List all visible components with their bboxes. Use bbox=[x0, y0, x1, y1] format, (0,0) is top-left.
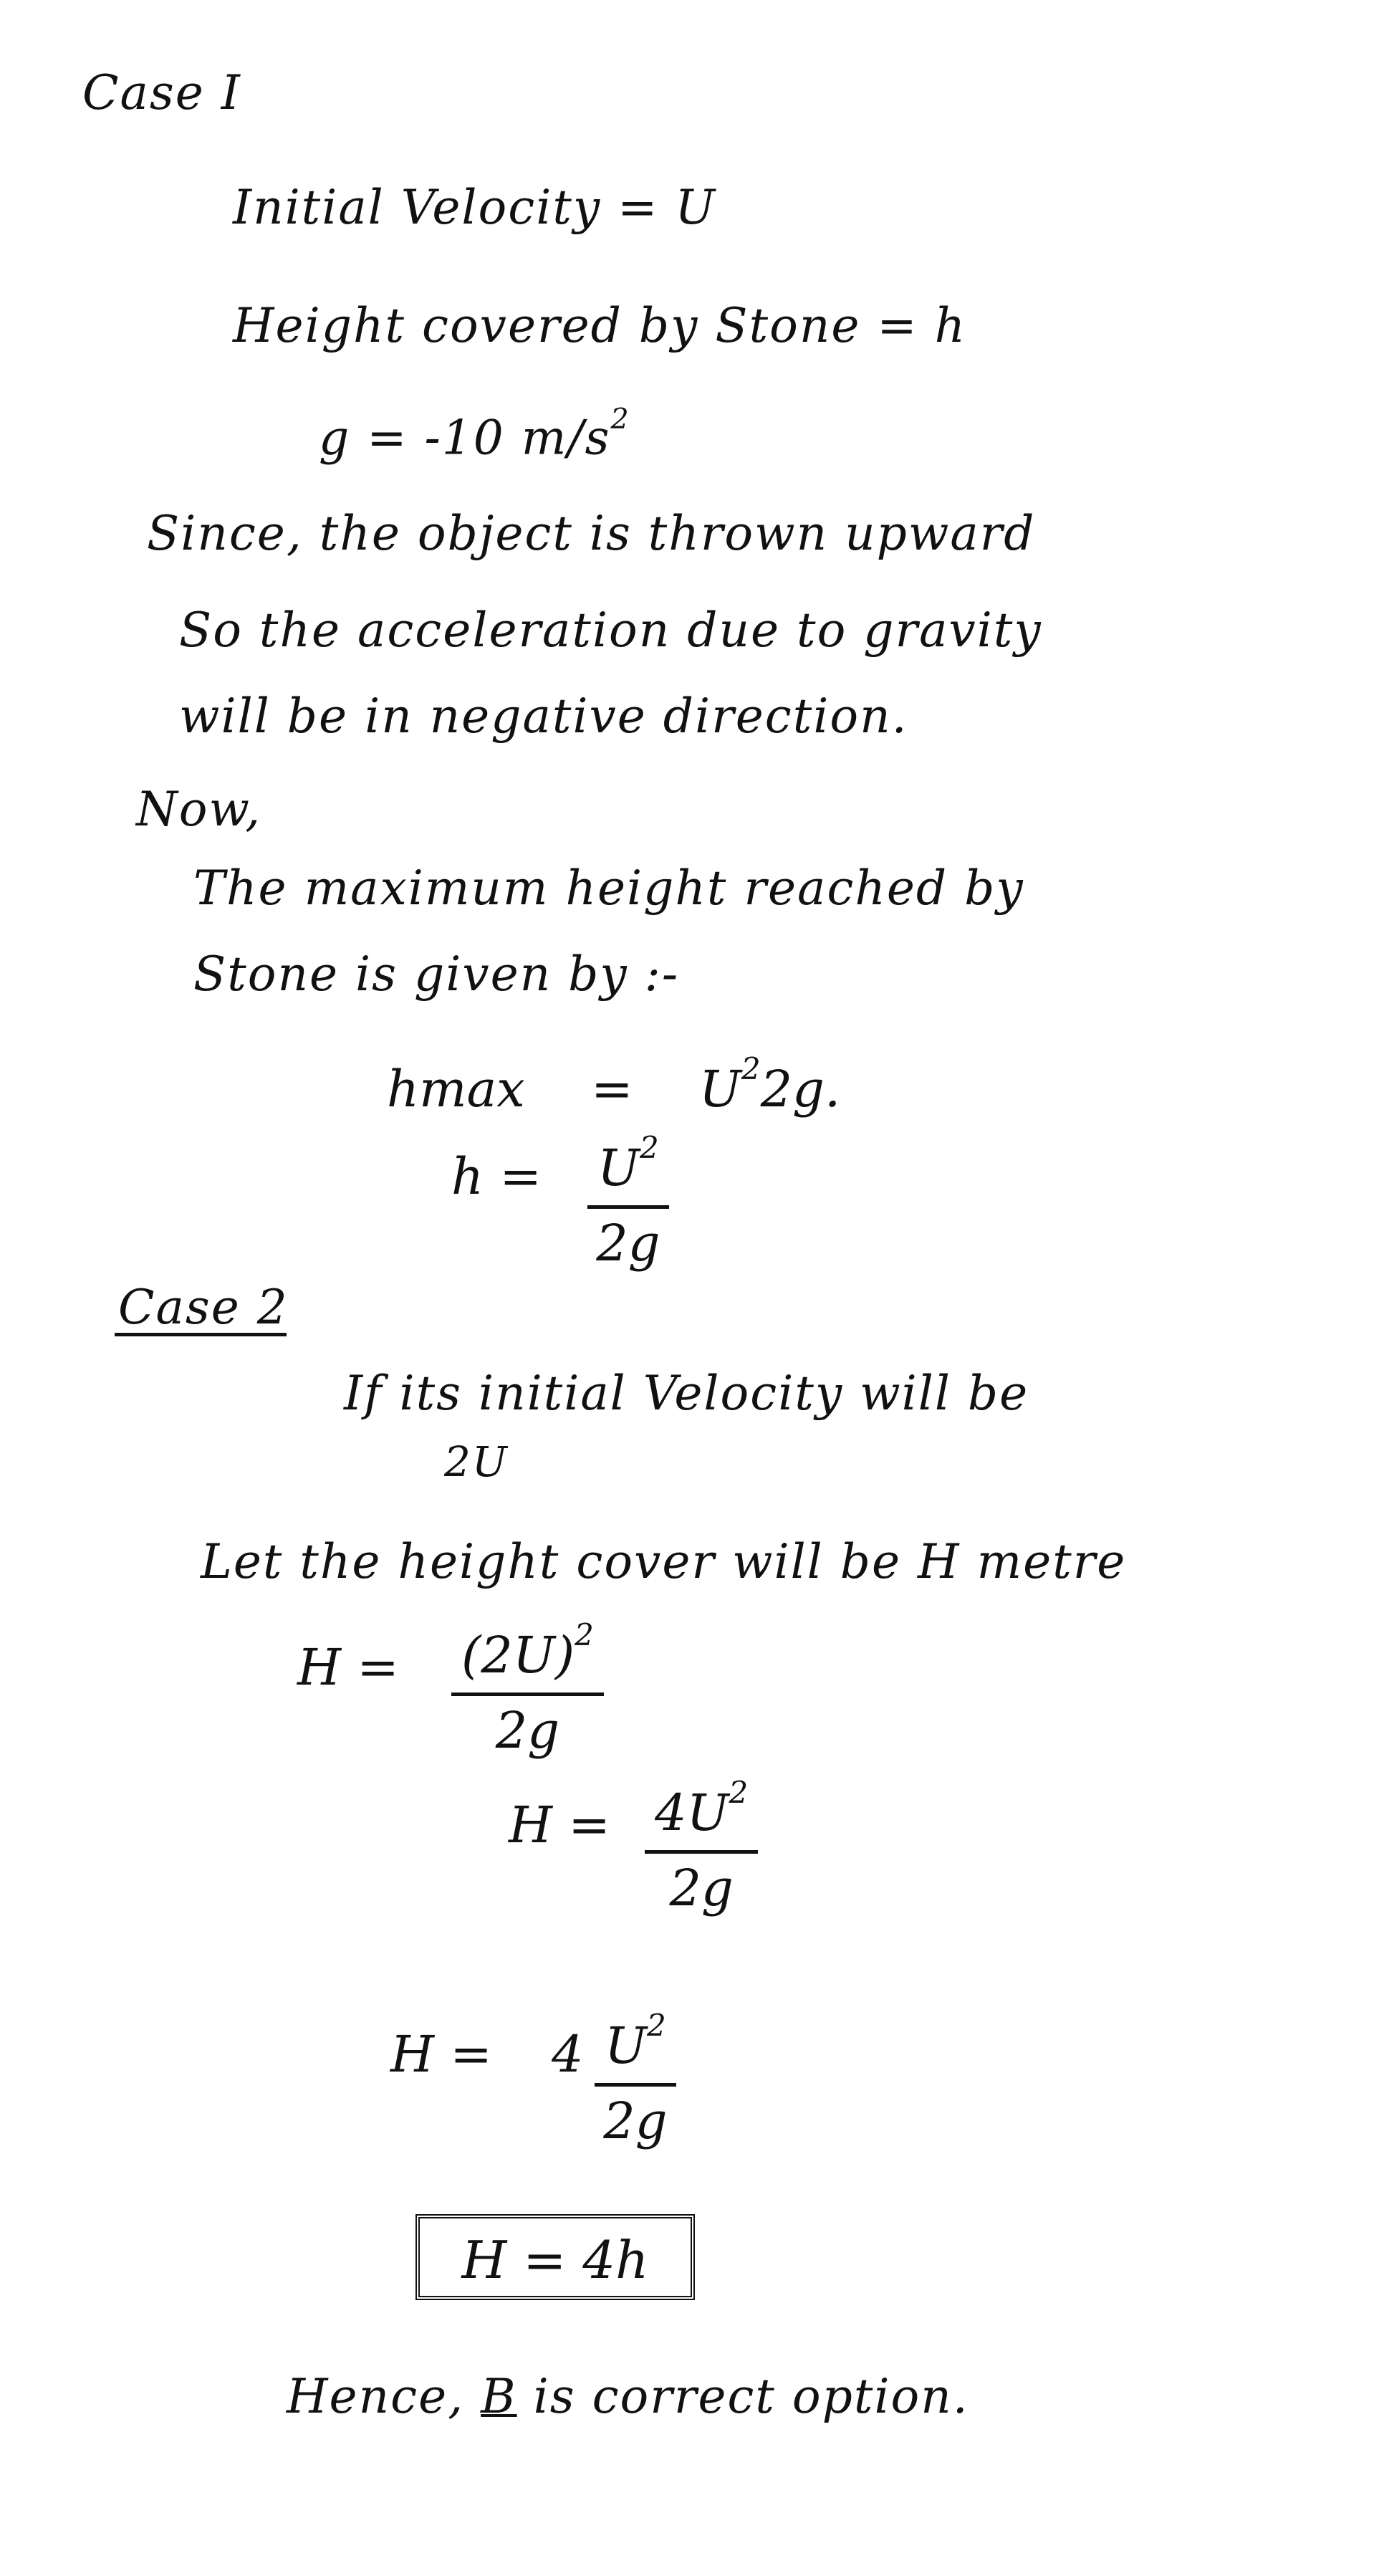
eq1-num-base: (2U) bbox=[461, 1625, 575, 1685]
eq2-denominator: 2g bbox=[669, 1858, 734, 1917]
eq1-denominator: 2g bbox=[495, 1700, 560, 1760]
case1-initial-velocity: Initial Velocity = U bbox=[233, 180, 717, 235]
hmax-equals: = bbox=[590, 1059, 633, 1119]
h-num-base: U bbox=[597, 1138, 640, 1197]
eq1-lhs: H = bbox=[297, 1638, 399, 1697]
hmax-rhs-tail: 2g. bbox=[760, 1059, 841, 1119]
h-denominator: 2g bbox=[596, 1213, 660, 1273]
case2-heading: Case 2 bbox=[118, 1280, 289, 1335]
now-line-2: Stone is given by :- bbox=[193, 947, 680, 1002]
gravity-exp: 2 bbox=[610, 403, 630, 436]
eq3-denominator: 2g bbox=[603, 2091, 668, 2150]
hmax-equation bbox=[387, 1039, 840, 1119]
case2-line-1: If its initial Velocity will be bbox=[344, 1366, 1029, 1421]
eq3-coefficient: 4 bbox=[552, 2025, 584, 2084]
eq2-numerator bbox=[645, 1763, 758, 1850]
conclusion-pre: Hence, bbox=[287, 2369, 465, 2424]
conclusion bbox=[287, 2368, 969, 2426]
eq3-num-exp: 2 bbox=[647, 2008, 666, 2043]
eq1-num-exp: 2 bbox=[575, 1617, 594, 1652]
explanation-line-3: will be in negative direction. bbox=[179, 689, 908, 744]
hmax-rhs-base: U bbox=[698, 1059, 741, 1119]
explanation-line-1: Since, the object is thrown upward bbox=[147, 506, 1036, 561]
case2-heading-underline bbox=[115, 1333, 287, 1336]
hmax-lhs: hmax bbox=[387, 1059, 525, 1119]
explanation-line-2: So the acceleration due to gravity bbox=[179, 603, 1042, 658]
h-lhs: h = bbox=[451, 1147, 542, 1206]
case1-height: Height covered by Stone = h bbox=[233, 298, 967, 353]
eq3-numerator bbox=[595, 1996, 676, 2083]
eq2-lhs: H = bbox=[509, 1796, 610, 1854]
eq1-numerator bbox=[451, 1605, 604, 1692]
case1-gravity bbox=[319, 391, 630, 467]
gravity-base: g = -10 m/s bbox=[319, 410, 611, 466]
h-fraction bbox=[587, 1118, 669, 1273]
eq3-num-base: U bbox=[605, 2016, 647, 2075]
h-numerator bbox=[587, 1118, 669, 1205]
eq2-num-base: 4U bbox=[655, 1783, 729, 1842]
conclusion-post: is correct option. bbox=[533, 2369, 969, 2424]
eq2-num-exp: 2 bbox=[729, 1775, 749, 1810]
hmax-rhs-exp: 2 bbox=[741, 1051, 761, 1086]
case2-line-2: 2U bbox=[444, 1437, 509, 1486]
now-label: Now, bbox=[136, 782, 262, 837]
eq3-fraction bbox=[595, 1996, 676, 2151]
answer-box bbox=[415, 2214, 695, 2300]
case1-heading: Case I bbox=[82, 65, 241, 120]
eq1-fraction bbox=[451, 1605, 604, 1761]
eq3-lhs: H = bbox=[390, 2025, 492, 2084]
now-line-1: The maximum height reached by bbox=[193, 861, 1024, 916]
answer-text: H = 4h bbox=[461, 2230, 649, 2290]
h-num-exp: 2 bbox=[640, 1130, 659, 1165]
case2-line-3: Let the height cover will be H metre bbox=[201, 1534, 1127, 1589]
eq2-fraction bbox=[645, 1763, 758, 1918]
conclusion-option: B bbox=[481, 2369, 517, 2424]
